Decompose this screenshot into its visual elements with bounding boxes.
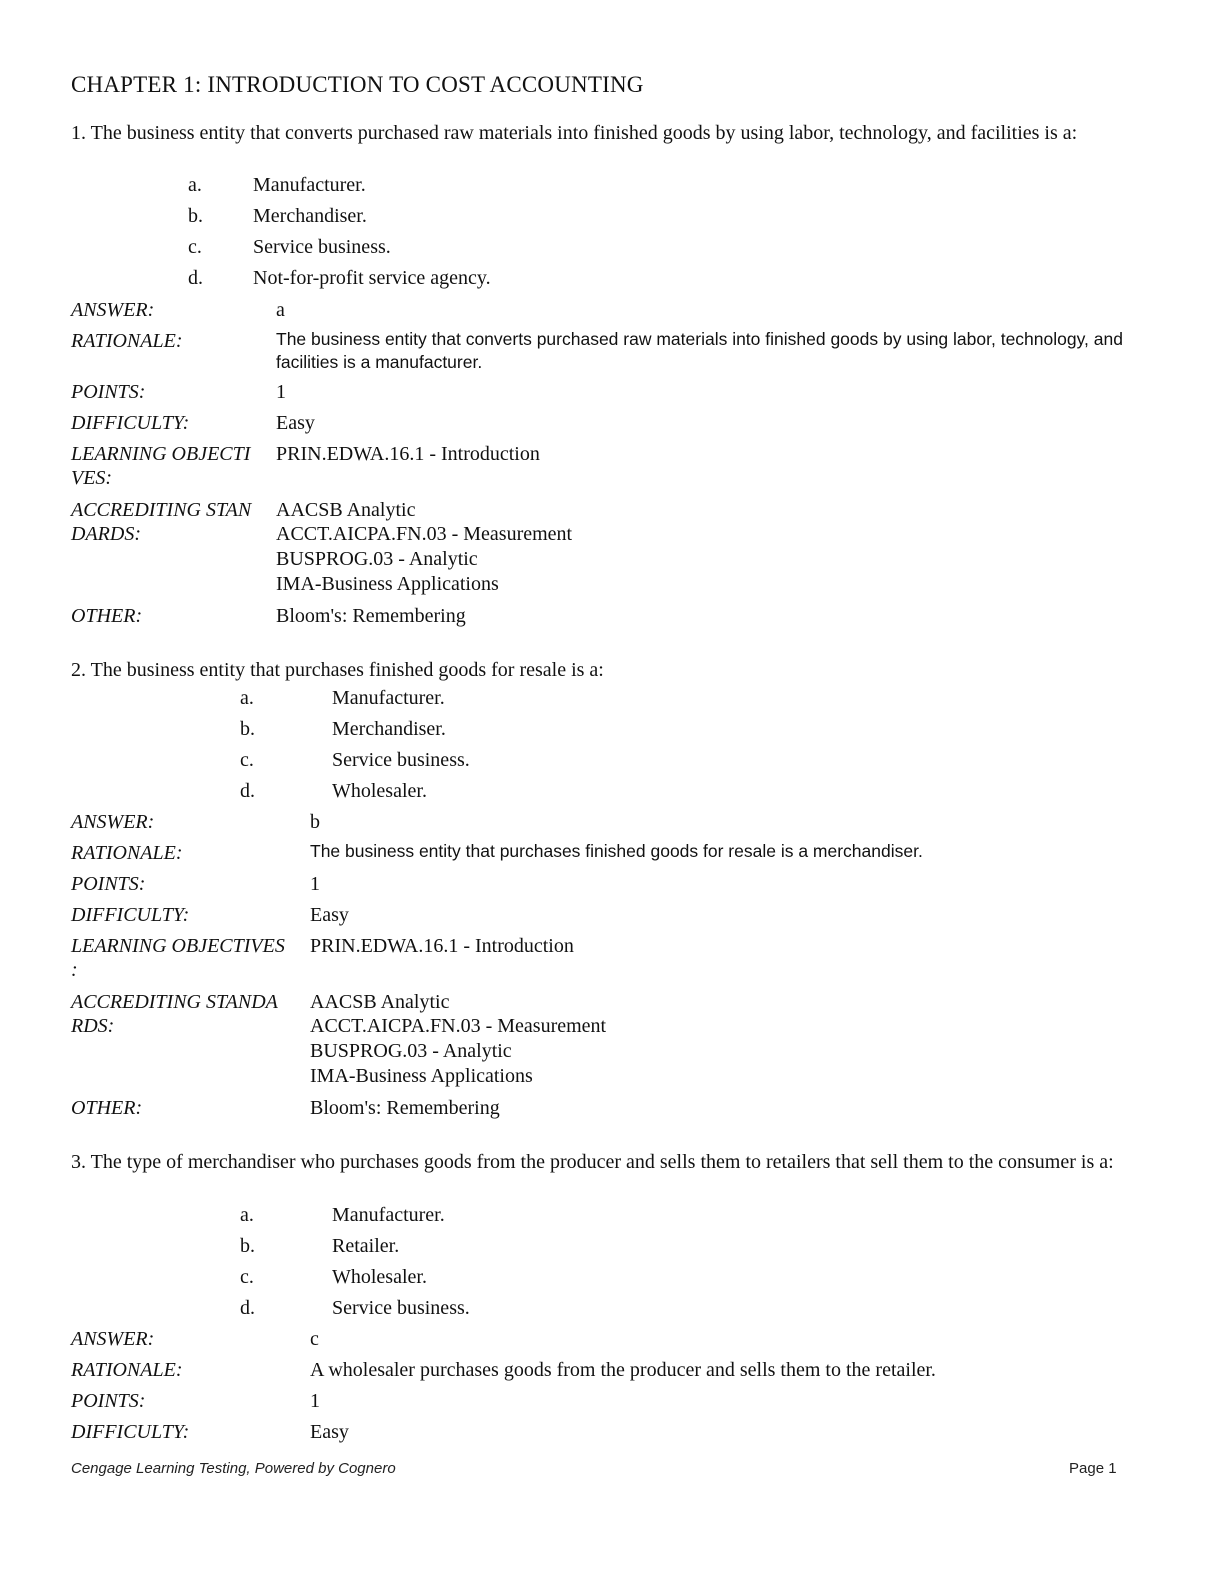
q3-choice-b-text: Retailer. (332, 1235, 400, 1257)
q1-points-label: POINTS: (71, 381, 146, 403)
q3-rationale-label: RATIONALE: (71, 1359, 183, 1381)
chapter-title: CHAPTER 1: INTRODUCTION TO COST ACCOUNTING (71, 72, 644, 97)
q1-choice-c-letter: c. (188, 236, 202, 258)
q2-choice-b-text: Merchandiser. (332, 718, 446, 740)
question-2-stem: 2. The business entity that purchases finished goods for resale is a: (71, 659, 604, 681)
q1-choice-a-letter: a. (188, 174, 202, 196)
q3-answer-value: c (310, 1328, 319, 1350)
q1-accrediting-standard-4: IMA-Business Applications (276, 573, 499, 595)
q2-accrediting-standard-2: ACCT.AICPA.FN.03 - Measurement (310, 1015, 607, 1037)
question-3-stem: 3. The type of merchandiser who purchases goods from the producer and sells them to retailers that sell them to the consumer is a: (71, 1151, 1114, 1173)
q1-choice-d-letter: d. (188, 267, 203, 289)
q2-points-label: POINTS: (71, 873, 146, 895)
q1-learning-objectives-label-line1: LEARNING OBJECTI (71, 443, 251, 465)
q2-choice-a-letter: a. (240, 687, 254, 709)
q3-points-value: 1 (310, 1390, 320, 1412)
footer-page-number: Page 1 (1069, 1460, 1117, 1477)
q2-points-value: 1 (310, 873, 320, 895)
q3-choice-b-letter: b. (240, 1235, 255, 1257)
q1-accrediting-standard-2: ACCT.AICPA.FN.03 - Measurement (276, 523, 573, 545)
q2-accrediting-standard-1: AACSB Analytic (310, 991, 450, 1013)
q2-rationale-label: RATIONALE: (71, 842, 183, 864)
q2-accrediting-standard-4: IMA-Business Applications (310, 1065, 533, 1087)
q1-accrediting-standards-label-line1: ACCREDITING STAN (71, 499, 252, 521)
q2-choice-a-text: Manufacturer. (332, 687, 445, 709)
q1-accrediting-standard-1: AACSB Analytic (276, 499, 416, 521)
q2-difficulty-label: DIFFICULTY: (71, 904, 190, 926)
q3-difficulty-label: DIFFICULTY: (71, 1421, 190, 1443)
q2-choice-d-text: Wholesaler. (332, 780, 427, 802)
q3-points-label: POINTS: (71, 1390, 146, 1412)
q3-choice-a-text: Manufacturer. (332, 1204, 445, 1226)
q2-choice-b-letter: b. (240, 718, 255, 740)
question-1-stem: 1. The business entity that converts purchased raw materials into finished goods by using labor, technology, and facilities is a: (71, 122, 1078, 144)
q2-other-value: Bloom's: Remembering (310, 1097, 500, 1119)
q2-accrediting-standards-label-line2: RDS: (71, 1015, 115, 1037)
q3-choice-d-text: Service business. (332, 1297, 470, 1319)
q3-choice-d-letter: d. (240, 1297, 255, 1319)
q1-choice-d-text: Not-for-profit service agency. (253, 267, 491, 289)
q1-learning-objectives-value: PRIN.EDWA.16.1 - Introduction (276, 443, 540, 465)
q2-choice-d-letter: d. (240, 780, 255, 802)
q1-answer-label: ANSWER: (71, 299, 155, 321)
q1-choice-c-text: Service business. (253, 236, 391, 258)
q2-answer-value: b (310, 811, 320, 833)
q1-accrediting-standards-label-line2: DARDS: (71, 523, 141, 545)
q2-choice-c-text: Service business. (332, 749, 470, 771)
q3-choice-c-text: Wholesaler. (332, 1266, 427, 1288)
q3-choice-a-letter: a. (240, 1204, 254, 1226)
q1-choice-b-text: Merchandiser. (253, 205, 367, 227)
q1-other-value: Bloom's: Remembering (276, 605, 466, 627)
q1-other-label: OTHER: (71, 605, 143, 627)
q1-rationale-value: The business entity that converts purchased raw materials into finished goods by using labor, technology, and facilities is a manufacturer. (276, 329, 1123, 372)
footer-publisher: Cengage Learning Testing, Powered by Cognero (71, 1460, 396, 1477)
q1-difficulty-label: DIFFICULTY: (71, 412, 190, 434)
q1-accrediting-standard-3: BUSPROG.03 - Analytic (276, 548, 478, 570)
q3-rationale-value: A wholesaler purchases goods from the producer and sells them to the retailer. (310, 1359, 936, 1381)
q2-learning-objectives-value: PRIN.EDWA.16.1 - Introduction (310, 935, 574, 957)
q2-accrediting-standards-label-line1: ACCREDITING STANDA (71, 991, 278, 1013)
q1-choice-b-letter: b. (188, 205, 203, 227)
q2-learning-objectives-label-line2: : (71, 959, 78, 981)
q2-accrediting-standard-3: BUSPROG.03 - Analytic (310, 1040, 512, 1062)
q1-learning-objectives-label-line2: VES: (71, 467, 113, 489)
q2-choice-c-letter: c. (240, 749, 254, 771)
q3-difficulty-value: Easy (310, 1421, 349, 1443)
q3-choice-c-letter: c. (240, 1266, 254, 1288)
q2-other-label: OTHER: (71, 1097, 143, 1119)
q2-answer-label: ANSWER: (71, 811, 155, 833)
q1-rationale-label: RATIONALE: (71, 330, 183, 352)
q3-answer-label: ANSWER: (71, 1328, 155, 1350)
q1-difficulty-value: Easy (276, 412, 315, 434)
q2-rationale-value: The business entity that purchases finished goods for resale is a merchandiser. (310, 841, 923, 861)
q1-answer-value: a (276, 299, 285, 321)
q1-choice-a-text: Manufacturer. (253, 174, 366, 196)
q2-learning-objectives-label-line1: LEARNING OBJECTIVES (71, 935, 285, 957)
q2-difficulty-value: Easy (310, 904, 349, 926)
q1-points-value: 1 (276, 381, 286, 403)
